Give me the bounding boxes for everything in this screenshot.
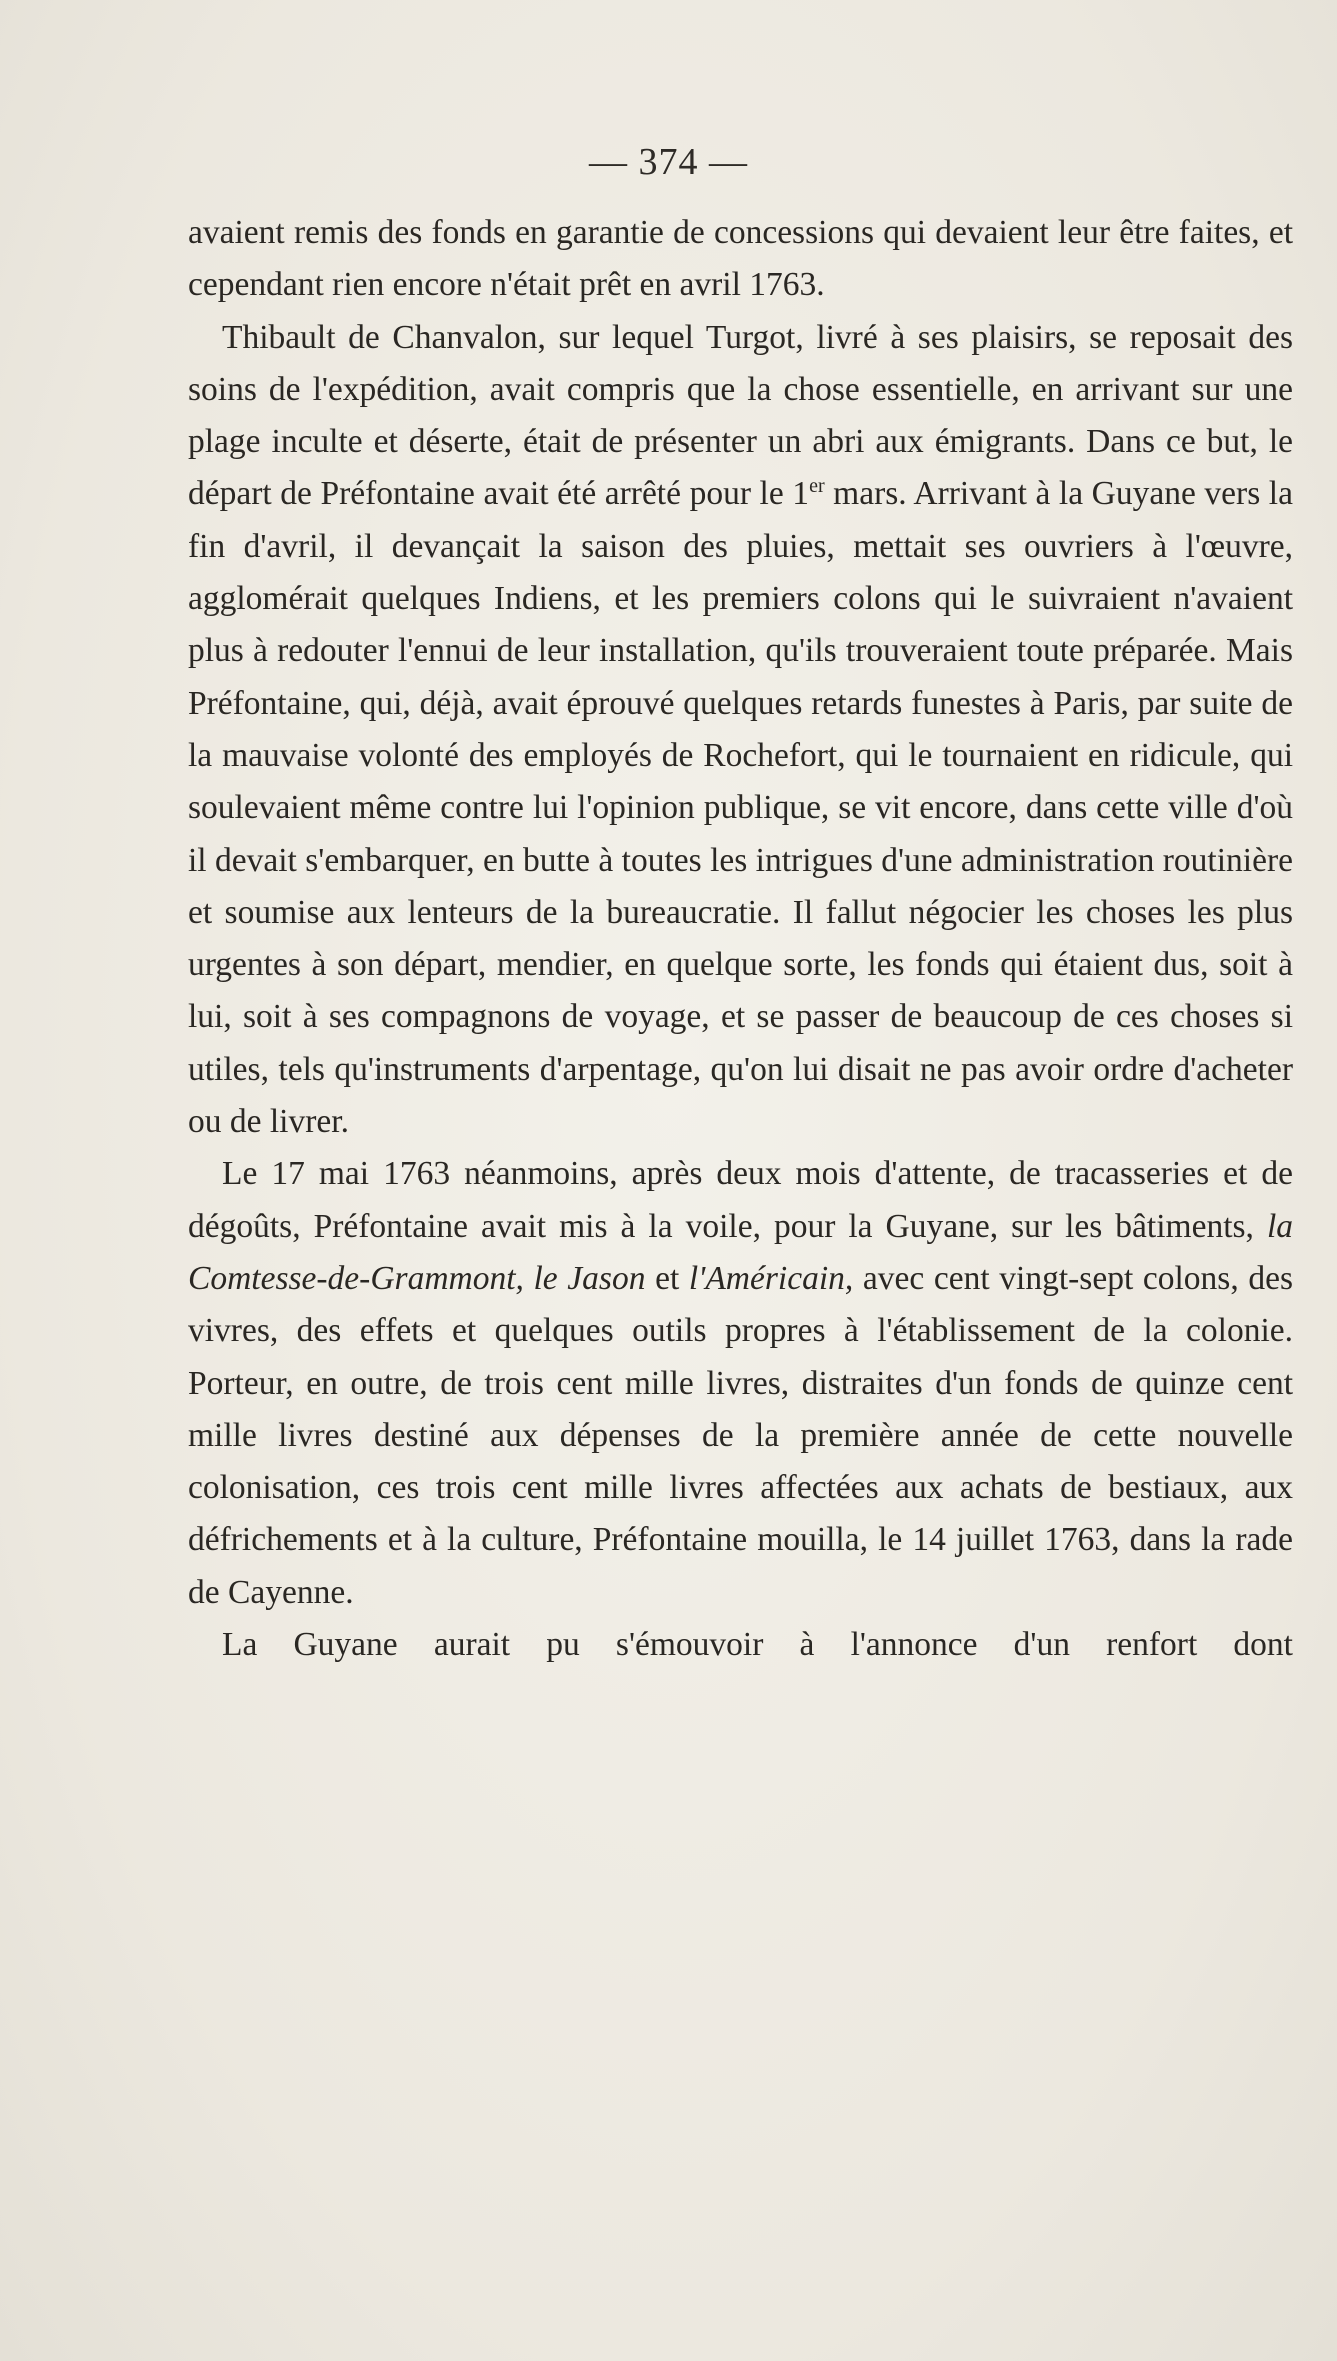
- page-number: — 374 —: [589, 141, 748, 183]
- paragraph-3-text-a: Le 17 mai 1763 néanmoins, après deux mois d'attente, de tracasseries et de dégoûts, Préfontaine avait mis à la voile, pour la Guyane, sur les bâtiments,: [188, 1155, 1293, 1245]
- paragraph-2-text-b: mars. Arrivant à la Guyane vers la fin d'avril, il devançait la saison des pluies, mettait ses ouvriers à l'œuvre, agglomérait quelques Indiens, et les premiers colons qui le suivraient n'avaient plus à redouter l'ennui de leur installation, qu'ils trouveraient toute préparée. Mais Préfontaine, qui, déjà, avait éprouvé quelques retards funestes à Paris, par suite de la mauvaise volonté des employés de Rochefort, qui le tournaient en ridicule, qui soulevaient même contre lui l'opinion publique, se vit encore, dans cette ville d'où il devait s'embarquer, en butte à toutes les intrigues d'une administration routinière et soumise aux lenteurs de la bureaucratie. Il fallut négocier les choses les plus urgentes à son départ, mendier, en quelque sorte, les fonds qui étaient dus, soit à lui, soit à ses compagnons de voyage, et se passer de beaucoup de ces choses si utiles, tels qu'instruments d'arpentage, qu'on lui disait ne pas avoir ordre d'acheter ou de livrer.: [188, 475, 1293, 1141]
- paragraph-3-text-b: et: [645, 1259, 689, 1297]
- paragraph-2-text-a: Thibault de Chanvalon, sur lequel Turgot, livré à ses plaisirs, se reposait des soins de l'expédition, avait compris que la chose essentielle, en arrivant sur une plage inculte et déserte, était de présenter un abri aux émigrants. Dans ce but, le départ de Préfontaine avait été arrêté pour le 1: [188, 318, 1293, 513]
- body-text: [188, 207, 1293, 1671]
- ship-names-italic: la Comtesse-de-Grammont, le Jason: [188, 1207, 1293, 1297]
- paragraph-3: [188, 1148, 1293, 1619]
- ordinal-superscript: er: [809, 475, 825, 498]
- paragraph-2: [188, 312, 1293, 1149]
- paragraph-4: La Guyane aurait pu s'émouvoir à l'annonce d'un renfort dont: [222, 1626, 1293, 1664]
- ship-name-italic: l'Américain,: [688, 1259, 854, 1297]
- paragraph-1: avaient remis des fonds en garantie de concessions qui devaient leur être faites, et cependant rien encore n'était prêt en avril 1763.: [188, 214, 1293, 304]
- paragraph-3-text-c: avec cent vingt-sept colons, des vivres, des effets et quelques outils propres à l'établissement de la colonie. Porteur, en outre, de trois cent mille livres, distraites d'un fonds de quinze cent mille livres destiné aux dépenses de la première année de cette nouvelle colonisation, ces trois cent mille livres affectées aux achats de bestiaux, aux défrichements et à la culture, Préfontaine mouilla, le 14 juillet 1763, dans la rade de Cayenne.: [188, 1259, 1293, 1611]
